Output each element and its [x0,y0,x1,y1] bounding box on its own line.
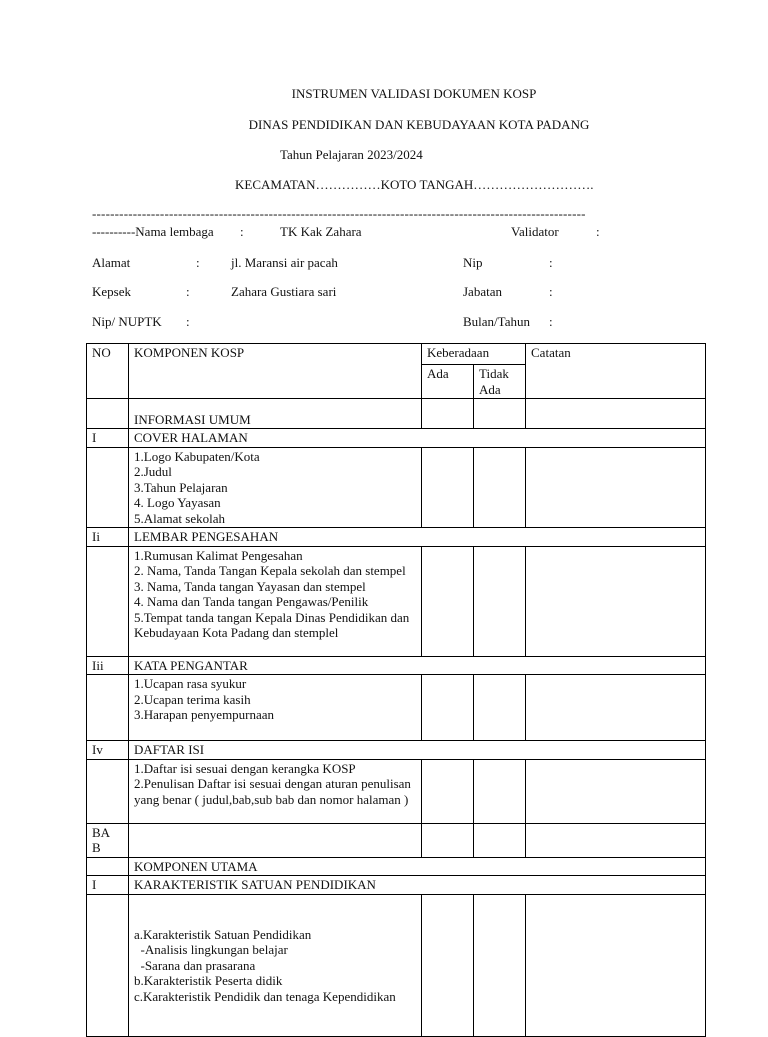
table-cell [87,546,129,656]
list-item: 1.Logo Kabupaten/Kota [134,448,260,464]
nip-colon: : [549,255,553,270]
list-item: 2.Penulisan Daftar isi sesuai dengan aturan penulisan yang benar ( judul,bab,sub bab dan nomor halaman ) [134,776,411,807]
kepsek-label: Kepsek [92,284,131,299]
list-item: -Sarana dan prasarana [134,957,256,973]
table-cell [87,447,129,528]
ada-cell[interactable] [422,546,474,656]
list-item: 1.Rumusan Kalimat Pengesahan [134,547,303,563]
list-item: -Analisis lingkungan belajar [134,942,288,957]
section-items [129,675,422,741]
bab-line2: B [92,840,101,855]
nama-lembaga-value: TK Kak Zahara [280,224,362,239]
section-items [129,447,422,528]
ada-cell[interactable] [422,759,474,823]
document-title: INSTRUMEN VALIDASI DOKUMEN KOSP [291,86,537,101]
ada-cell[interactable] [422,447,474,528]
bab-label [87,823,129,857]
nip-nuptk-label: Nip/ NUPTK [92,314,162,329]
header-tidak-ada [474,365,526,399]
list-item: 5.Tempat tanda tangan Kepala Dinas Pendidikan dan Kebudayaan Kota Padang dan stemplel [134,609,410,640]
tidak-ada-cell[interactable] [474,759,526,823]
table-cell [87,675,129,741]
section-items-row [87,675,706,741]
kepsek-colon: : [186,284,190,299]
list-item: 2.Judul [134,464,172,479]
list-item: c.Karakteristik Pendidik dan tenaga Kependidikan [134,988,396,1004]
komponen-utama-row [87,857,706,876]
table-cell [474,823,526,857]
bab-row [87,823,706,857]
kepsek-value: Zahara Gustiara sari [231,284,337,299]
section-items [129,546,422,656]
section-title: LEMBAR PENGESAHAN [129,528,706,547]
section-no: Iii [87,656,129,675]
table-header-row [87,344,706,365]
list-item: 2.Ucapan terima kasih [134,691,251,707]
tidak-ada-cell[interactable] [474,675,526,741]
header-catatan: Catatan [526,344,706,399]
table-cell [474,399,526,429]
table-cell [87,894,129,1037]
section-items-row [87,447,706,528]
list-item: 3.Tahun Pelajaran [134,479,228,495]
section-no: Iv [87,741,129,760]
list-item: 3.Harapan penyempurnaan [134,707,275,722]
section-title: COVER HALAMAN [129,429,706,448]
bulan-tahun-label: Bulan/Tahun [463,314,530,329]
section-title-row [87,429,706,448]
table-cell [422,399,474,429]
validator-label: Validator [511,224,559,239]
ada-cell[interactable] [422,675,474,741]
list-item: 1.Daftar isi sesuai dengan kerangka KOSP [134,760,356,776]
nama-lembaga-label: ----------Nama lembaga [92,224,214,239]
list-item: 4. Logo Yayasan [134,495,221,510]
header-no: NO [87,344,129,399]
catatan-cell[interactable] [526,447,706,528]
catatan-cell[interactable] [526,546,706,656]
catatan-cell[interactable] [526,759,706,823]
district-line: KECAMATAN……………KOTO TANGAH………………………. [235,177,594,192]
kosp-validation-table [86,343,706,1037]
separator-line: ------------------------------------------------------------------------------------------------------------- [92,206,586,221]
jabatan-label: Jabatan [463,284,502,299]
list-item: 1.Ucapan rasa syukur [134,676,247,691]
catatan-cell[interactable] [526,894,706,1037]
section-title: DAFTAR ISI [129,741,706,760]
tidak-ada-cell[interactable] [474,447,526,528]
header-komponen: KOMPONEN KOSP [129,344,422,399]
table-cell [87,759,129,823]
bab-line1: BA [92,824,111,840]
nama-lembaga-colon: : [240,224,244,239]
list-item: 4. Nama dan Tanda tangan Pengawas/Penilik [134,594,369,609]
alamat-value: jl. Maransi air pacah [231,255,338,270]
section-items [129,894,422,1037]
list-item: 3. Nama, Tanda tangan Yayasan dan stempel [134,578,366,594]
section-title: KATA PENGANTAR [129,656,706,675]
tidak-ada-cell[interactable] [474,894,526,1037]
section-title: KARAKTERISTIK SATUAN PENDIDIKAN [129,876,706,895]
table-cell [87,399,129,429]
catatan-cell[interactable] [526,675,706,741]
bulan-tahun-colon: : [549,314,553,329]
tidak-ada-cell[interactable] [474,546,526,656]
validator-colon: : [596,224,600,239]
agency-heading: DINAS PENDIDIKAN DAN KEBUDAYAAN KOTA PADANG [248,117,590,132]
list-item: 5.Alamat sekolah [134,510,225,526]
jabatan-colon: : [549,284,553,299]
section-items [129,759,422,823]
header-tidak-ada-line1: Tidak [479,366,509,381]
nip-label: Nip [463,255,483,270]
section-items-row [87,546,706,656]
section-no: I [87,876,129,895]
header-keberadaan: Keberadaan [422,344,526,365]
alamat-colon: : [196,255,200,270]
list-item: 2. Nama, Tanda Tangan Kepala sekolah dan stempel [134,563,406,578]
section-no: Ii [87,528,129,547]
section-title-row [87,876,706,895]
ada-cell[interactable] [422,894,474,1037]
header-ada: Ada [422,365,474,399]
table-cell [422,823,474,857]
komponen-utama-label: KOMPONEN UTAMA [129,857,706,876]
informasi-umum-row [87,399,706,429]
header-tidak-ada-line2: Ada [479,381,501,397]
list-item: a.Karakteristik Satuan Pendidikan [134,926,312,942]
section-no: I [87,429,129,448]
table-cell [526,823,706,857]
section-title-row [87,741,706,760]
informasi-umum-label: INFORMASI UMUM [129,399,422,429]
table-cell [526,399,706,429]
alamat-label: Alamat [92,255,131,270]
table-cell [87,857,129,876]
section-items-row [87,894,706,1037]
academic-year: Tahun Pelajaran 2023/2024 [280,147,423,162]
table-cell [129,823,422,857]
section-items-row [87,759,706,823]
list-item: b.Karakteristik Peserta didik [134,973,283,988]
nip-nuptk-colon: : [186,314,190,329]
section-title-row [87,656,706,675]
section-title-row [87,528,706,547]
